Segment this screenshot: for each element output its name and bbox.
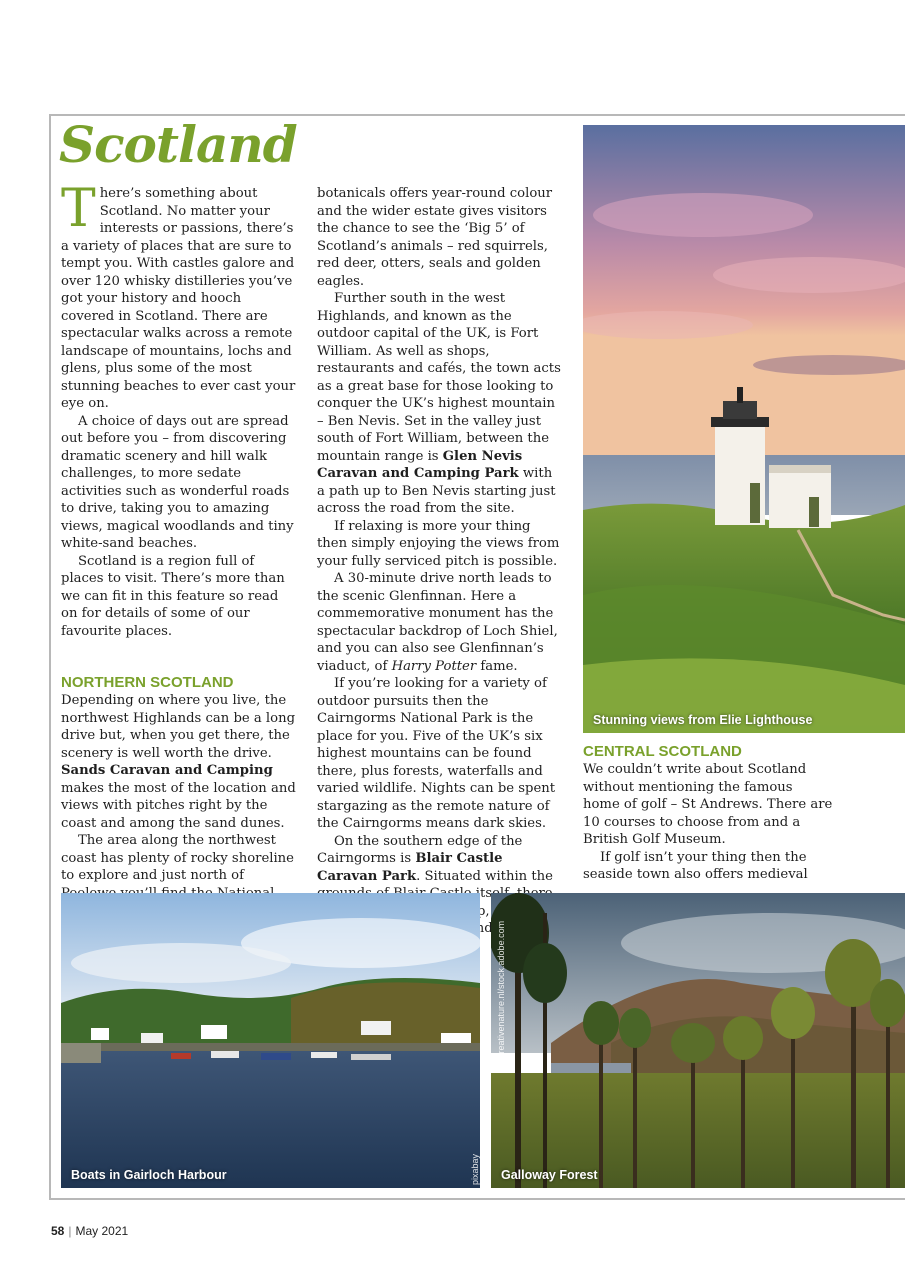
drop-cap: T [61, 179, 96, 239]
page-title: Scotland [59, 115, 297, 174]
harbour-photo [61, 893, 480, 1188]
intro-paragraph-1: There’s something about Scotland. No matter your interests or passions, there’s a variety of places that are sure to tempt you. With castles galore and over 120 whisky distilleries you’ve got your history and hooch covered in Scotland. There are spectacular walks across a remote landscape of mountains, lochs and glens, plus some of the most stunning beaches to ever cast your eye on. [61, 179, 296, 411]
forest-illustration [491, 893, 905, 1188]
northern-paragraph-1: Depending on where you live, the northwest Highlands can be a long drive but, when you get there, the scenery is well worth the drive. Sands Caravan and Camping makes the most of the location and views with pitches right by the coast and among the sand dunes. [61, 693, 296, 831]
col2-paragraph-2: Further south in the west Highlands, and known as the outdoor capital of the UK, is Fort William. As well as shops, restaurants and cafés, the town acts as a great base for those looking to conquer the UK’s highest mountain – Ben Nevis. Set in the valley just south of Fort William, between the mountain range is Glen Nevis Caravan and Camping Park with a path up to Ben Nevis starting just across the road from the site. [317, 291, 561, 516]
central-paragraph-1: We couldn’t write about Scotland without mentioning the famous home of golf – St Andrews. There are 10 courses to choose from and a British Golf Museum. [583, 762, 833, 847]
harbour-illustration [61, 893, 480, 1188]
lighthouse-photo [583, 125, 905, 733]
northern-scotland-heading: NORTHERN SCOTLAND [61, 674, 234, 691]
col2-paragraph-3: If relaxing is more your thing then simply enjoying the views from your fully serviced pitch is possible. [317, 518, 560, 569]
footer-separator: | [68, 1224, 72, 1238]
forest-photo-credit: creativenature.nl/stock.adobe.com [496, 920, 506, 1058]
page-number: 58 [51, 1224, 65, 1238]
col2-paragraph-4: A 30-minute drive north leads to the scenic Glenfinnan. Here a commemorative monument has the spectacular backdrop of Loch Shiel, and you can also see Glenfinnan’s viaduct, of Harry Potter fame. [317, 571, 558, 674]
forest-photo [491, 893, 905, 1188]
lighthouse-caption: Stunning views from Elie Lighthouse [593, 713, 813, 727]
column-1 [61, 179, 297, 937]
column-3 [583, 743, 833, 884]
issue-date: May 2021 [75, 1224, 129, 1238]
northern-paragraph-2: The area along the northwest coast has plenty of rocky shoreline to explore and just north of [61, 833, 294, 883]
col2-paragraph-1: botanicals offers year-round colour and the wider estate gives visitors the chance to see the ‘Big 5’ of Scotland’s animals – red squirrels, red deer, otters, seals and golden eagles. [317, 186, 553, 289]
col2-paragraph-6: On the southern edge of the Cairngorms is Blair Castle Caravan Park. Situated within the and [317, 833, 553, 936]
forest-caption: Galloway Forest [501, 1168, 598, 1182]
harbour-caption: Boats in Gairloch Harbour [71, 1168, 227, 1182]
intro-paragraph-3: Scotland is a region full of places to visit. There’s more than we can fit in this feature so read on for details of some of our favourite places. [61, 553, 285, 639]
lighthouse-illustration [583, 125, 905, 733]
central-scotland-heading: CENTRAL SCOTLAND [583, 743, 742, 760]
page-footer [51, 1224, 128, 1238]
central-paragraph-2: If golf isn’t your thing then the seaside town also offers medieval [583, 849, 808, 882]
intro-paragraph-2: A choice of days out are spread out before you – from discovering dramatic scenery and hill walk challenges, to more sedate activities such as wonderful roads to drive, taking you to amazing views, magical woodlands and tiny white-sand beaches. [61, 413, 294, 551]
harbour-photo-credit: pixabay [470, 1153, 480, 1185]
column-2 [317, 185, 562, 955]
col2-paragraph-5: If you’re looking for a variety of outdoor pursuits then the Cairngorms National Park is the place for you. Five of the UK’s six highest mountains can be found there, plus forests, waterfalls and varied wildlife. Nights can be spent stargazing as the remote nature of the Cairngorms means dark skies. [317, 676, 556, 831]
